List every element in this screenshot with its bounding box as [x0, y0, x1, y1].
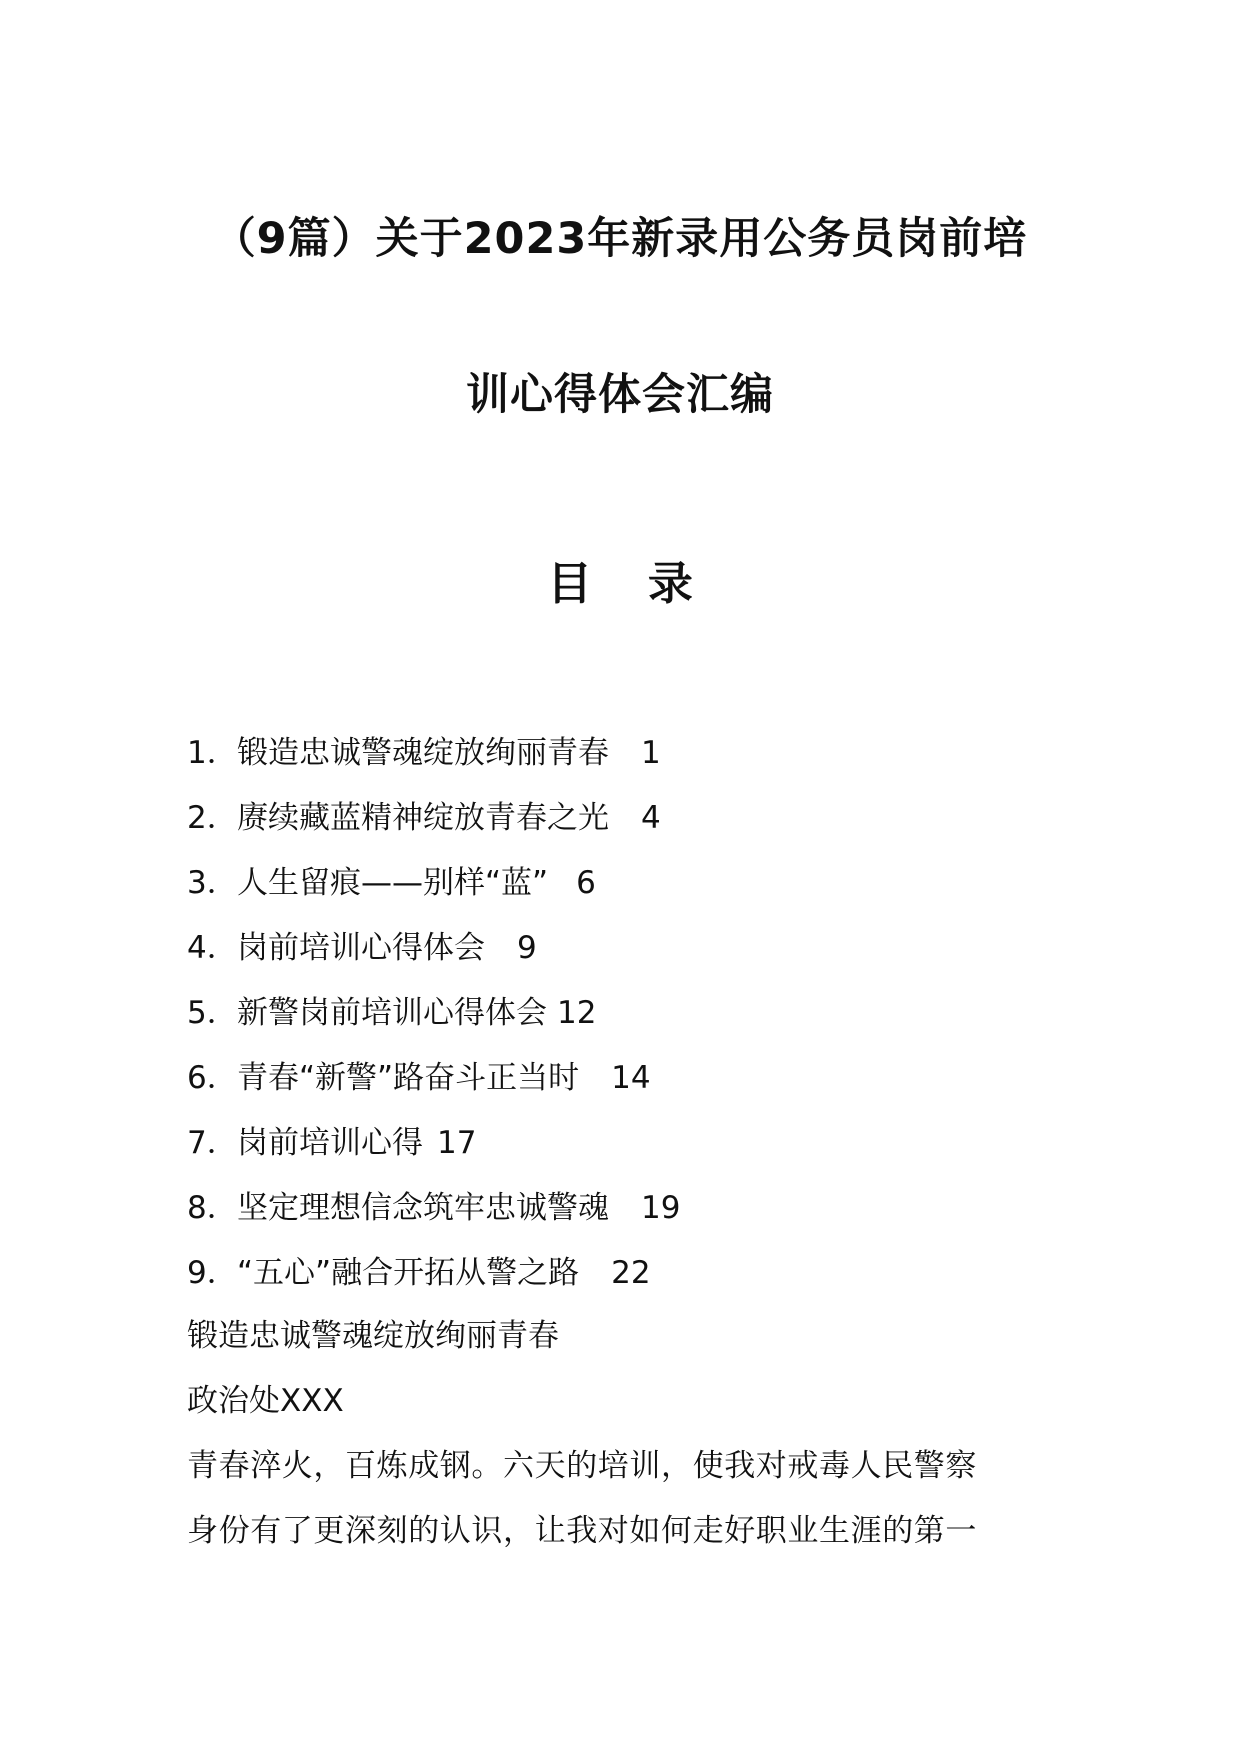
toc-item-number: 6．	[187, 1060, 238, 1096]
toc-item-number: 2．	[187, 800, 238, 836]
toc-item-page: 9	[517, 930, 537, 966]
toc-item-4[interactable]	[187, 930, 680, 995]
toc-item-page: 4	[641, 800, 661, 836]
toc-item-title: 锻造忠诚警魂绽放绚丽青春	[237, 735, 609, 771]
toc-item-8[interactable]	[187, 1190, 680, 1255]
toc-item-page: 17	[437, 1125, 477, 1161]
toc-item-title: 赓续藏蓝精神绽放青春之光	[237, 800, 609, 836]
toc-item-page: 1	[641, 735, 661, 771]
article-title: 锻造忠诚警魂绽放绚丽青春	[187, 1318, 559, 1354]
toc-item-title: 人生留痕——别样“蓝”	[237, 865, 549, 901]
paragraph-line: 身份有了更深刻的认识，让我对如何走好职业生涯的第一	[187, 1513, 977, 1549]
toc-item-page: 6	[576, 865, 596, 901]
document-title-line-1: （9篇）关于2023年新录用公务员岗前培	[212, 214, 1028, 264]
toc-item-title: 青春“新警”路奋斗正当时	[237, 1060, 580, 1096]
toc-item-page: 19	[641, 1190, 681, 1226]
toc-item-1[interactable]	[187, 735, 680, 800]
toc-heading: 目 录	[547, 557, 713, 610]
toc-item-2[interactable]	[187, 800, 680, 865]
toc-item-9[interactable]	[187, 1255, 680, 1320]
toc-item-title: 新警岗前培训心得体会	[237, 995, 547, 1031]
toc-item-page: 14	[611, 1060, 651, 1096]
toc-item-title: “五心”融合开拓从警之路	[237, 1255, 580, 1291]
toc-item-page: 22	[611, 1255, 651, 1291]
toc-item-number: 5．	[187, 995, 238, 1031]
toc-item-6[interactable]	[187, 1060, 680, 1125]
paragraph-line: 青春淬火，百炼成钢。六天的培训，使我对戒毒人民警察	[187, 1448, 977, 1484]
toc-item-title: 岗前培训心得体会	[237, 930, 485, 966]
toc-item-number: 8．	[187, 1190, 238, 1226]
toc-item-page: 12	[557, 995, 597, 1031]
table-of-contents	[187, 735, 680, 1320]
document-title-line-2: 训心得体会汇编	[466, 370, 774, 420]
toc-item-title: 岗前培训心得	[237, 1125, 423, 1161]
toc-item-number: 9．	[187, 1255, 238, 1291]
toc-item-title: 坚定理想信念筑牢忠诚警魂	[237, 1190, 609, 1226]
toc-item-number: 7．	[187, 1125, 238, 1161]
toc-item-number: 4．	[187, 930, 238, 966]
article-author: 政治处XXX	[187, 1383, 344, 1419]
toc-item-5[interactable]	[187, 995, 680, 1060]
toc-item-number: 1．	[187, 735, 238, 771]
toc-item-7[interactable]	[187, 1125, 680, 1190]
toc-item-3[interactable]	[187, 865, 680, 930]
toc-item-number: 3．	[187, 865, 238, 901]
